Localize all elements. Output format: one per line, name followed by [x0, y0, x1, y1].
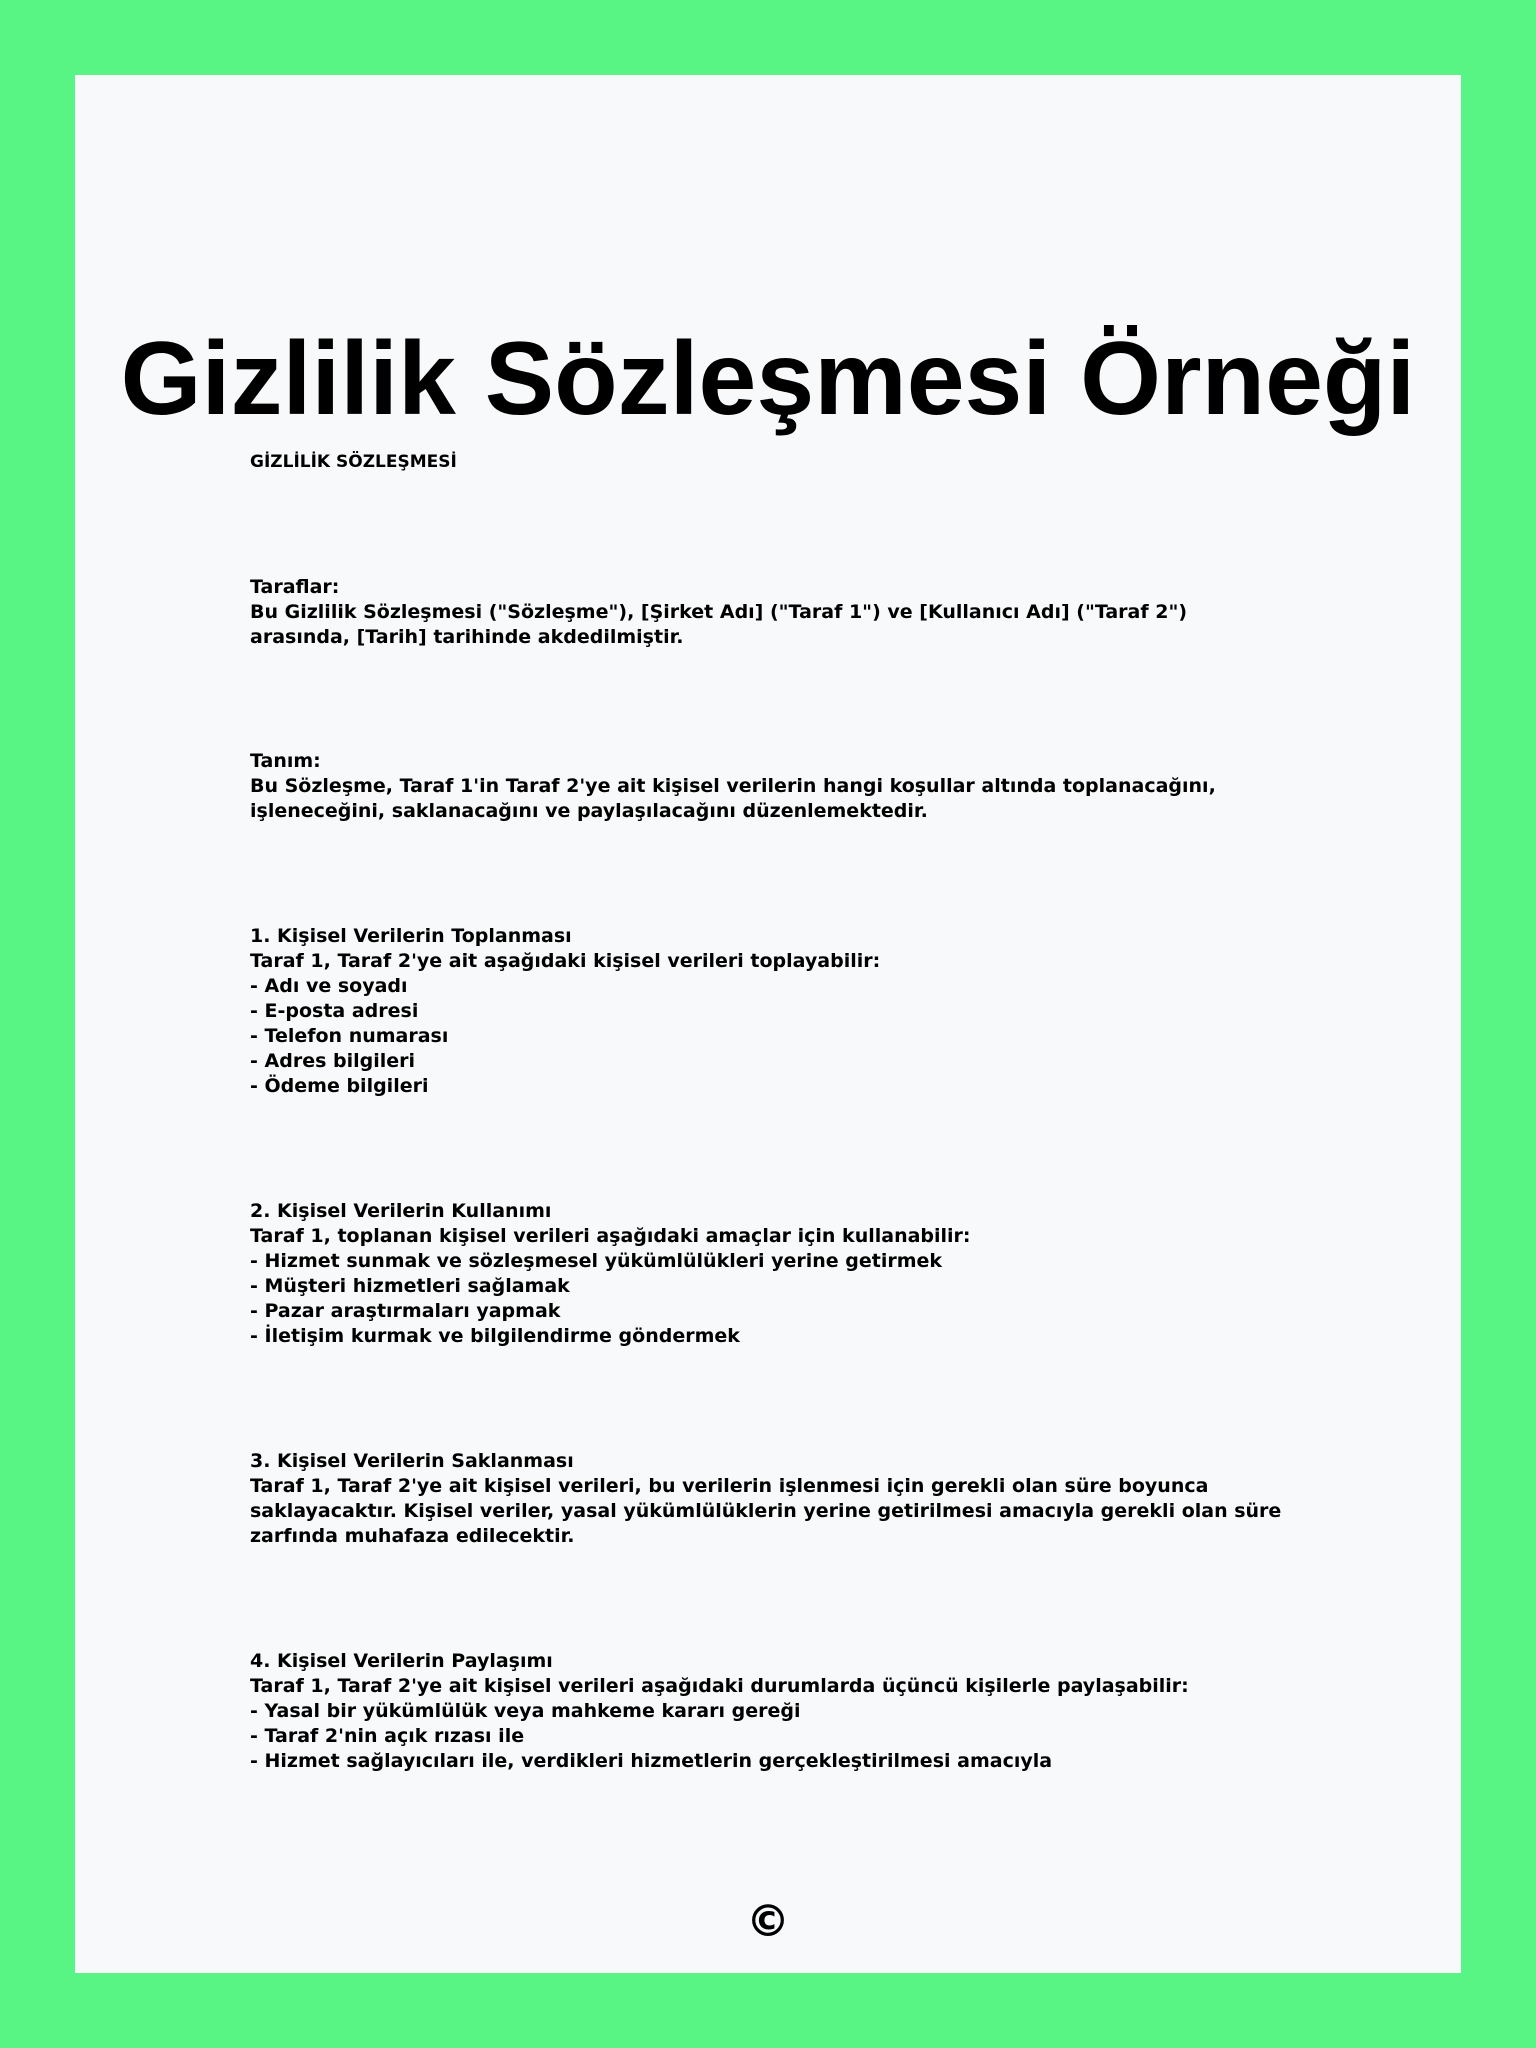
section-sharing — [250, 1649, 1286, 1774]
list-item: - Ödeme bilgileri — [250, 1074, 1286, 1099]
section-text: Bu Sözleşme, Taraf 1'in Taraf 2'ye ait kişisel verilerin hangi koşullar altında toplanacağını, işleneceğini, saklanacağını ve paylaşılacağını düzenlemektedir. — [250, 775, 1216, 822]
section-heading: 2. Kişisel Verilerin Kullanımı — [250, 1200, 552, 1222]
section-text: Taraf 1, Taraf 2'ye ait kişisel verileri aşağıdaki durumlarda üçüncü kişilerle paylaşabilir: — [250, 1675, 1189, 1697]
list-item: - Hizmet sunmak ve sözleşmesel yükümlülükleri yerine getirmek — [250, 1249, 1286, 1274]
section-text: Taraf 1, Taraf 2'ye ait kişisel verileri, bu verilerin işlenmesi için gerekli olan süre boyunca saklayacaktır. Kişisel veriler, yasal yükümlülüklerin yerine getirilmesi amacıyla gerekli olan süre zarfında muhafaza edilecektir. — [250, 1475, 1282, 1547]
section-text: Bu Gizlilik Sözleşmesi ("Sözleşme"), [Şirket Adı] ("Taraf 1") ve [Kullanıcı Adı] ("Taraf 2") arasında, [Tarih] tarihinde akdedilmiştir. — [250, 601, 1188, 648]
section-usage — [250, 1199, 1286, 1349]
section-heading: 3. Kişisel Verilerin Saklanması — [250, 1450, 574, 1472]
copyright-icon: © — [746, 1896, 790, 1947]
section-heading: Tanım: — [250, 750, 321, 772]
usage-list — [250, 1249, 1286, 1349]
document-heading: GİZLİLİK SÖZLEŞMESİ — [250, 452, 457, 472]
list-item: - Müşteri hizmetleri sağlamak — [250, 1274, 1286, 1299]
list-item: - Pazar araştırmaları yapmak — [250, 1299, 1286, 1324]
section-collection — [250, 924, 1286, 1099]
section-storage — [250, 1449, 1286, 1549]
section-text: Taraf 1, toplanan kişisel verileri aşağıdaki amaçlar için kullanabilir: — [250, 1225, 971, 1247]
list-item: - Adı ve soyadı — [250, 974, 1286, 999]
section-heading: Taraflar: — [250, 576, 340, 598]
list-item: - Adres bilgileri — [250, 1049, 1286, 1074]
list-item: - Taraf 2'nin açık rızası ile — [250, 1724, 1286, 1749]
collection-list — [250, 974, 1286, 1099]
section-text: Taraf 1, Taraf 2'ye ait aşağıdaki kişisel verileri toplayabilir: — [250, 950, 881, 972]
section-definition — [250, 749, 1286, 824]
list-item: - Hizmet sağlayıcıları ile, verdikleri hizmetlerin gerçekleştirilmesi amacıyla — [250, 1749, 1286, 1774]
section-heading: 4. Kişisel Verilerin Paylaşımı — [250, 1650, 553, 1672]
list-item: - İletişim kurmak ve bilgilendirme göndermek — [250, 1324, 1286, 1349]
section-parties — [250, 575, 1286, 650]
list-item: - Yasal bir yükümlülük veya mahkeme kararı gereği — [250, 1699, 1286, 1724]
list-item: - Telefon numarası — [250, 1024, 1286, 1049]
section-heading: 1. Kişisel Verilerin Toplanması — [250, 925, 572, 947]
page-title: Gizlilik Sözleşmesi Örneği — [120, 321, 1416, 437]
sharing-list — [250, 1699, 1286, 1774]
list-item: - E-posta adresi — [250, 999, 1286, 1024]
